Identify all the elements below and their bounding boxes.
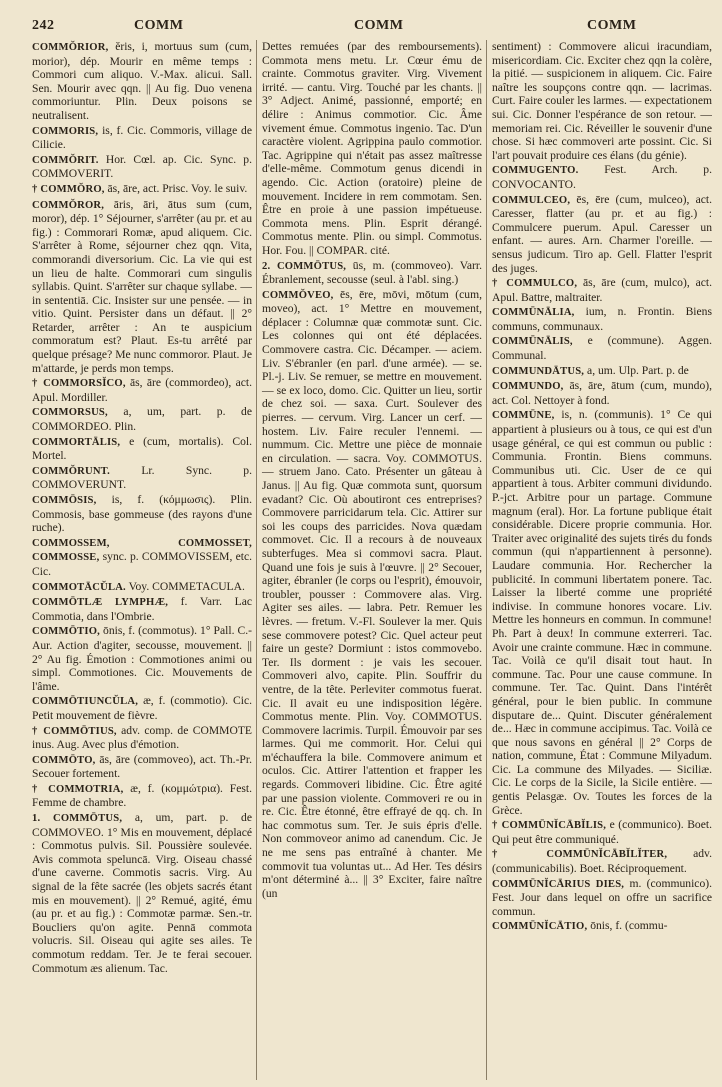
- entry-headword: COMMŌTIUNCŬLA,: [32, 696, 139, 708]
- entry-headword: COMMOSSEM, COMMOSSET, COMMOSSE,: [32, 537, 252, 564]
- entry-definition: sync. p. COMMOVISSEM, etc. Cic.: [32, 550, 252, 578]
- entry-definition: a, um. Ulp. Part. p. de: [584, 363, 689, 377]
- dictionary-entry: [32, 595, 252, 623]
- entry-definition: e (cum, mortalis). Col. Mortel.: [32, 434, 252, 463]
- entry-headword: 1. COMMŌTUS,: [32, 813, 123, 825]
- dictionary-entry: [32, 464, 252, 492]
- dictionary-entry: [32, 753, 252, 781]
- entry-headword: COMMŎROR,: [32, 199, 105, 211]
- entry-definition: Lr. Sync. p. COMMOVERUNT.: [32, 463, 252, 492]
- running-head-right: COMM: [587, 18, 637, 33]
- dictionary-entry: [32, 405, 252, 433]
- entry-definition: is, n. (communis). 1° Ce qui appartient à plusieurs ou à tous, ce qui est d'un usage général, ce qui est commun ou public : Communia. Frontin. Biens communs. Communibus uti. Cic. User de ce qui appartient à tous. Arbiter communi dividundo. P.-jct. Arbitre pour un partage. Commune magnum (eral). Hor. La fortune publique était considérable. Dicere proprie communia. Hor. Traiter avec originalité des sujets tirés du fonds commun (qui n'appartiennent à personne). Laudare communia. Hor. Rechercher la publicité. In communi libertatem ponere. Tac. Laisser la liberté comme une propriété indivise. In commune honores vocare. Liv. Mettre les honneurs en commun. In commune! Ph. Part à deux! In commune exterreri. Tac. Avoir une crainte commune. Hæc in commune. Tac. Voilà ce qu'il disait tout haut. In commune. Tac. Pour une cause commune. In commune. Ter. Tac. Quint. Dans l'intérêt général, pour le bien public. In commune disputare de... Quint. Discuter généralement de... Hæc in commune accipimus. Tac. Voilà ce que nous savons en général || 2° Corps de nation, commune, État : Commune Milyadum. Cic. La commune des Milyades. — Siciliæ. Cic. Le corps de la Sicile, la Sicile entière. — gentis Pelasgæ. Ov. Toutes les forces de la Grèce.: [492, 408, 712, 817]
- dictionary-entry: [262, 259, 482, 287]
- entry-headword: † COMMŎRO,: [32, 183, 105, 195]
- dictionary-entry: [32, 694, 252, 722]
- entry-definition: ās, āre, ātum (cum, mundo), act. Col. Nettoyer à fond.: [492, 379, 712, 407]
- entry-headword: † COMMŪNĬCĀBĬLĬTER,: [492, 849, 668, 861]
- entry-headword: COMMORTĀLIS,: [32, 436, 121, 448]
- dictionary-entry: [492, 334, 712, 362]
- entry-headword: † COMMOTRIA,: [32, 783, 124, 795]
- entry-headword: COMMORSUS,: [32, 407, 108, 419]
- entry-definition: adv. comp. de COMMOTE inus. Aug. Avec plus d'émotion.: [32, 723, 252, 752]
- dictionary-entry: [32, 536, 252, 579]
- entry-definition: Voy. COMMETACULA.: [125, 579, 245, 593]
- dictionary-entry: [32, 493, 252, 535]
- entry-definition: ōnis, f. (commu-: [587, 919, 668, 933]
- dictionary-entry: [32, 724, 252, 752]
- entry-definition: āris, āri, ātus sum (cum, moror), dép. 1° Séjourner, s'arrêter (au pr. et au fig.) : Commorari Romæ, apud aliquem. Cic. S'arrêter à Rome, séjourner chez qqn. Vita, commorandi diversorium. Cic. La vie qui est un lieu de halte. Commorari cum singulis syllabis. Quint. S'arrêter sur chaque syllabe. — in sententiā. Cic. Insister sur une pensée. — in vitio. Quint. Persister dans un défaut. || 2° Retarder, arrêter : An te auspicium commoratum est? Plaut. Es-tu arrêté par quelque présage? Me nunc commoror. Plaut. Je m'attarde, je perds mon temps.: [32, 197, 252, 375]
- entry-headword: 2. COMMŌTUS,: [262, 260, 347, 272]
- entry-headword: COMMŪNĬCĀRIUS DIES,: [492, 878, 625, 890]
- page-header: [32, 18, 712, 40]
- entry-definition: ūs, m. (commoveo). Varr. Ébranlement, secousse (seul. à l'abl. sing.): [262, 258, 482, 287]
- entry-definition: ās, āre (commoveo), act. Th.-Pr. Secouer fortement.: [32, 752, 252, 781]
- entry-headword: COMMUNDĀTUS,: [492, 365, 585, 377]
- entry-definition: æ, f. (κομμώτρια). Fest. Femme de chambre.: [32, 781, 252, 810]
- entry-definition: ēs, ēre (cum, mulceo), act. Caresser, flatter (au pr. et au fig.) : Commulcere puerum. Apul. Caresser un enfant. — aures. Arn. Charmer l'oreille. — sensus judicum. Tiro ap. Gell. Flatter l'esprit des juges.: [492, 192, 712, 275]
- dictionary-entry: [32, 624, 252, 693]
- entry-definition: ōnis, f. (commotus). 1° Pall. C.-Aur. Action d'agiter, secousse, mouvement. || 2° Au fig. Émotion : Commotiones animi ou simpl. Commotiones. Cic. Mouvements de l'âme.: [32, 624, 252, 693]
- dictionary-entry: [492, 364, 712, 379]
- entry-headword: COMMŪNE,: [492, 410, 555, 422]
- entry-headword: † COMMULCO,: [492, 278, 578, 290]
- entry-headword: COMMŌSIS,: [32, 495, 97, 506]
- dictionary-entry: [32, 182, 252, 197]
- entry-definition: ium, n. Frontin. Biens communs, communaux.: [492, 305, 712, 333]
- entry-definition: Dettes remuées (par des remboursements). Commota mens metu. Lr. Cœur ému de crainte. Commotus graviter. Virg. Vivement irrité. — cantu. Virg. Touché par les chants. || 3° Adject. Animé, passionné, emporté; en délire : Animus commotior. Cic. Âme vivement émue. Commotus ingenio. Tac. D'un caractère violent. Agrippina paulo commotior. Tac. Agrippine qui n'était pas assez maîtresse d'elle-même. Commotum genus dicendi in agendo. Cic. Action (oratoire) pleine de mouvement. Incidere in rem commotam. Sen. Être en proie à une passion impétueuse. Commota mens. Plin. Esprit dérangé. Commotus mente. Plin. ou simpl. Commotus. Hor. Fou. || COMPAR. cité.: [262, 40, 482, 257]
- dictionary-entry: [492, 163, 712, 191]
- dictionary-entry: [492, 276, 712, 304]
- column-left: [32, 40, 252, 1080]
- entry-definition: Fest. Arch. p. CONVOCANTO.: [492, 163, 712, 191]
- column-middle: [256, 40, 482, 1080]
- entry-headword: COMMŪNĀLIS,: [492, 336, 573, 348]
- dictionary-entry: [32, 376, 252, 404]
- dictionary-entry: [32, 811, 252, 975]
- dictionary-entry: [492, 193, 712, 276]
- running-head-left: COMM: [134, 18, 184, 33]
- entry-definition: adv. (communicabilis). Boet. Réciproquement.: [492, 847, 712, 876]
- column-right: [486, 40, 712, 1080]
- entry-definition: sentiment) : Commovere alicui iracundiam, misericordiam. Cic. Exciter chez qqn la colère, la pitié. — suspicionem in aliquem. Cic. Faire naître les soupçons contre qqn. — lacrimas. Curt. Faire couler les larmes. — expectationem sui. Cic. Donner l'espérance de son retour. — memoriam rei. Cic. Réveiller le souvenir d'une chose. Si hæc commoveri arte possint. Cic. Si l'art pouvait produire ces élans (du génie).: [492, 40, 712, 162]
- entry-headword: COMMŪNĬCĀTIO,: [492, 921, 588, 933]
- text-columns: [32, 40, 712, 1080]
- dictionary-entry: [492, 379, 712, 407]
- entry-headword: COMMŎRUNT.: [32, 465, 111, 477]
- entry-headword: COMMOTĀCŬLA.: [32, 581, 126, 593]
- entry-headword: COMMULCEO,: [492, 194, 571, 206]
- dictionary-entry: [32, 153, 252, 181]
- entry-headword: COMMŎRIT.: [32, 154, 99, 166]
- entry-definition: is, f. (κόμμωσις). Plin. Commosis, base gommeuse (des rayons d'une ruche).: [32, 493, 252, 535]
- dictionary-entry: [492, 877, 712, 919]
- entry-definition: e (commune). Aggen. Communal.: [492, 334, 712, 363]
- dictionary-entry: [32, 198, 252, 376]
- entry-headword: COMMŎRIOR,: [32, 42, 109, 53]
- dictionary-entry: [492, 40, 712, 162]
- dictionary-entry: [492, 919, 712, 934]
- entry-headword: COMMORIS,: [32, 125, 99, 137]
- entry-headword: COMMŌTLÆ LYMPHÆ,: [32, 597, 169, 609]
- dictionary-entry: [492, 818, 712, 846]
- dictionary-entry: [262, 288, 482, 901]
- entry-definition: æ, f. (commotio). Cic. Petit mouvement de fièvre.: [32, 694, 252, 722]
- dictionary-entry: [492, 847, 712, 875]
- entry-headword: COMMUNDO,: [492, 381, 564, 393]
- entry-definition: e (communico). Boet. Qui peut être communiqué.: [492, 818, 712, 846]
- entry-headword: COMMŌTO,: [32, 754, 96, 766]
- entry-definition: m. (communico). Fest. Jour dans lequel on offre un sacrifice commun.: [492, 876, 712, 918]
- dictionary-entry: [492, 408, 712, 817]
- dictionary-entry: [32, 782, 252, 810]
- dictionary-entry: [32, 40, 252, 123]
- entry-headword: COMMŪNĀLIA,: [492, 307, 575, 319]
- entry-headword: † COMMŪNĬCĀBĬLIS,: [492, 820, 607, 832]
- entry-definition: Hor. Cœl. ap. Cic. Sync. p. COMMOVERIT.: [32, 152, 252, 181]
- entry-headword: COMMUGENTO.: [492, 165, 579, 177]
- entry-headword: † COMMORSĬCO,: [32, 378, 126, 390]
- dictionary-entry: [32, 124, 252, 152]
- entry-definition: ās, āre (commordeo), act. Apul. Mordiller.: [32, 376, 252, 404]
- entry-headword: † COMMŌTIUS,: [32, 725, 117, 737]
- entry-definition: f. Varr. Lac Commotia, dans l'Ombrie.: [32, 595, 252, 623]
- dictionary-entry: [492, 305, 712, 333]
- dictionary-entry: [32, 435, 252, 463]
- dictionary-entry: [32, 580, 252, 595]
- entry-definition: ĕris, i, mortuus sum (cum, morior), dép. Mourir en même temps : Commori cum aliquo. V.-Max. alicui. Sall. Sen. Mourir avec qqn. || Au fig. Duo venena commoriuntur. Plin. Deux poisons se neutralisent.: [32, 40, 252, 122]
- entry-definition: ēs, ēre, mōvi, mōtum (cum, moveo), act. 1° Mettre en mouvement, déplacer : Columnæ quæ commotæ sunt. Cic. Les colonnes qui ont été déplacées. Commovere castra. Cic. Décamper. — aciem. Liv. S'ébranler (en parl. d'une armée). — se. Pl.-j. Liv. Se remuer, se mettre en mouvement. — se ex loco, domo. Cic. Quitter un lieu, sortir de chez soi. — saxa. Curt. Soulever des pierres. — cervum. Virg. Lancer un cerf. — hostem. Liv. Faire reculer l'ennemi. — nummum. Cic. Mettre une pièce de monnaie en circulation. — sacra. Voy. COMMOTUS. — struem Jano. Cato. Présenter un gâteau à Janus. || Au fig. Quæ commota sunt, quorsum evadant? Cic. Où aboutiront ces entreprises? Commovere parricidarum tela. Cic. Attirer sur soi les coups des parricides. Nova quædam commovet. Cic. Il a recours à de nouveaux subterfuges. Mea si commovi sacra. Plaut. Quand une fois je suis à l'œuvre. || 2° Secouer, agiter, ébranler (le corps ou l'esprit), émouvoir, troubler, pousser : Commovere alas. Virg. Agiter ses ailes. — labra. Petr. Remuer les lèvres. — fretum. V.-Fl. Soulever la mer. Quis sese commovere potest? Cic. Quel acteur peut faire un geste? Dormiunt : istos commovebo. Ter. Ils dorment : je vais les secouer. Commoveri alvo, capite. Plin. Souffrir du ventre, de la tête. Perleviter commotus fuerat. Cic. Il avait eu une indisposition légère. Commotus mente. Plin. Voy. COMMOTUS. Commovere lacrimis. Turpil. Émouvoir par ses larmes. Qui me commorit. Hor. Celui qui m'échauffera la bile. Commovere animum et oculos. Cic. Attirer l'attention et frapper les regards. Commoveri libidine. Cic. Être agité par une passion violente. Commoveri re ou in re. Cic. Être étonné, être effrayé de qq. ch. In hac commotus sum. Ter. Je suis épris d'elle. Non commoveor animo ad canendum. Cic. Je ne me sens pas entraîné à chanter. Me commovit tua voluntas ut... Ad Her. Tes désirs m'ont déterminé à... || 3° Exciter, faire naître (un: [262, 287, 482, 900]
- page-number: 242: [32, 18, 55, 33]
- entry-definition: is, f. Cic. Commoris, village de Cilicie.: [32, 123, 252, 152]
- entry-headword: COMMŌTIO,: [32, 626, 101, 638]
- entry-definition: a, um, part. p. de COMMOVEO. 1° Mis en mouvement, déplacé : Commotus pulvis. Sil. Poussière soulevée. Avis commota speluncā. Virg. Oiseau chassé d'une caverne. Commotis sacris. Virg. Au signal de la fête sacrée (les objets sacrés étant mis en mouvement). || 2° Remué, agité, ému (au pr. et au fig.) : Commotæ parmæ. Sen.-tr. Boucliers qu'on agite. Pennā commota volucris. Sil. Oiseau qui agite ses ailes. Te commotum reddam. Ter. Je te ferai secouer. Commotum æs alienum. Tac.: [32, 811, 252, 975]
- entry-definition: ās, āre, act. Prisc. Voy. le suiv.: [104, 181, 248, 195]
- dictionary-entry: [262, 40, 482, 258]
- entry-headword: COMMŎVEO,: [262, 289, 334, 301]
- entry-definition: a, um, part. p. de COMMORDEO. Plin.: [32, 405, 252, 434]
- running-head-center: COMM: [354, 18, 404, 33]
- entry-definition: ās, āre (cum, mulco), act. Apul. Battre, maltraiter.: [492, 276, 712, 304]
